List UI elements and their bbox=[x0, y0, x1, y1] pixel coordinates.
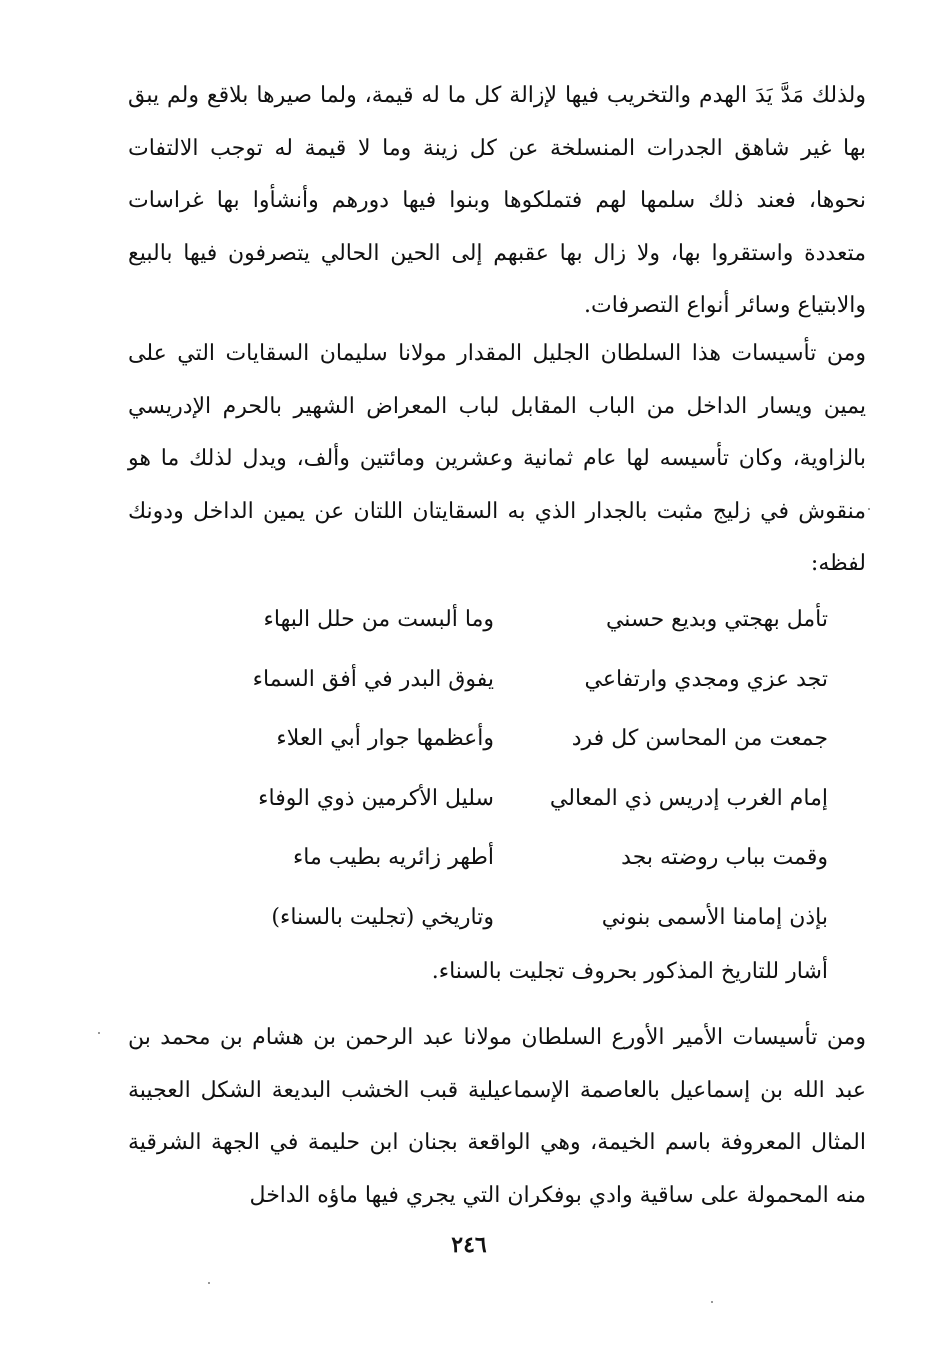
verse-first-hemistich: بإذن إمامنا الأسمى بنوني bbox=[601, 904, 828, 930]
poem-verse bbox=[128, 709, 866, 769]
paragraph-2: ومن تأسيسات هذا السلطان الجليل المقدار مولانا سليمان السقايات التي على يمين ويسار الداخل من الباب المقابل لباب المعراض الشهير بالحرم الإدريسي بالزاوية، وكان تأسيسه لها عام ثمانية وعشرين ومائتين وألف، ويدل لذلك ما هو منقوش في زليج مثبت بالجدار الذي به السقايتان اللتان عن يمين الداخل ودونك لفظه: bbox=[128, 341, 866, 576]
poem-verse bbox=[128, 888, 866, 948]
poem-note: أشار للتاريخ المذكور بحروف تجليت بالسناء. bbox=[431, 959, 828, 984]
scan-speck bbox=[208, 1282, 210, 1284]
paragraph-1: ولذلك مَدَّ يَدَ الهدم والتخريب فيها لإزالة كل ما له قيمة، ولما صيرها بلاقع ولم يبق بها غير شاهق الجدرات المنسلخة عن كل زينة وما لا قيمة له توجب الالتفات نحوها، فعند ذلك سلمها لهم فتملكوها وبنوا فيها دورهم وأنشأوا بها غراسات متعددة واستقروا بها، ولا زال بها عقبهم إلى الحين الحالي يتصرفون فيها بالبيع والابتياع وسائر أنواع التصرفات. bbox=[128, 83, 866, 318]
verse-second-hemistich: وأعظمها جوار أبي العلاء bbox=[276, 726, 494, 752]
verse-second-hemistich: يفوق البدر في أفق السماء bbox=[252, 666, 494, 692]
verse-first-hemistich: تجد عزي ومجدي وارتفاعي bbox=[584, 666, 828, 692]
scan-speck bbox=[868, 508, 870, 510]
verse-first-hemistich: جمعت من المحاسن كل فرد bbox=[571, 726, 828, 752]
page-number: ٢٤٦ bbox=[451, 1232, 487, 1258]
verse-first-hemistich: وقمت بباب روضته بجد bbox=[621, 845, 828, 871]
scan-speck bbox=[711, 1301, 713, 1303]
verse-second-hemistich: أطهر زائريه بطيب ماء bbox=[292, 845, 494, 871]
verse-first-hemistich: تأمل بهجتي وبديع حسني bbox=[605, 607, 828, 633]
poem bbox=[128, 590, 866, 947]
verse-second-hemistich: سليل الأكرمين ذوي الوفاء bbox=[258, 785, 494, 811]
poem-verse bbox=[128, 828, 866, 888]
scan-speck bbox=[98, 1032, 100, 1034]
poem-verse bbox=[128, 590, 866, 650]
poem-verse bbox=[128, 769, 866, 829]
verse-first-hemistich: إمام الغرب إدريس ذي المعالي bbox=[549, 785, 828, 811]
verse-second-hemistich: وتاريخي (تجليت بالسناء) bbox=[271, 904, 494, 930]
verse-second-hemistich: وما ألبست من حلل البهاء bbox=[263, 607, 494, 633]
poem-verse bbox=[128, 650, 866, 710]
paragraph-3: ومن تأسيسات الأمير الأورع السلطان مولانا عبد الرحمن بن هشام بن محمد بن عبد الله بن إسماعيل بالعاصمة الإسماعيلية قبب الخشب البديعة الشكل العجيبة المثال المعروفة باسم الخيمة، وهي الواقعة بجنان ابن حليمة في الجهة الشرقية منه المحمولة على ساقية وادي بوفكران التي يجري فيها ماؤه الداخل bbox=[128, 1025, 866, 1208]
